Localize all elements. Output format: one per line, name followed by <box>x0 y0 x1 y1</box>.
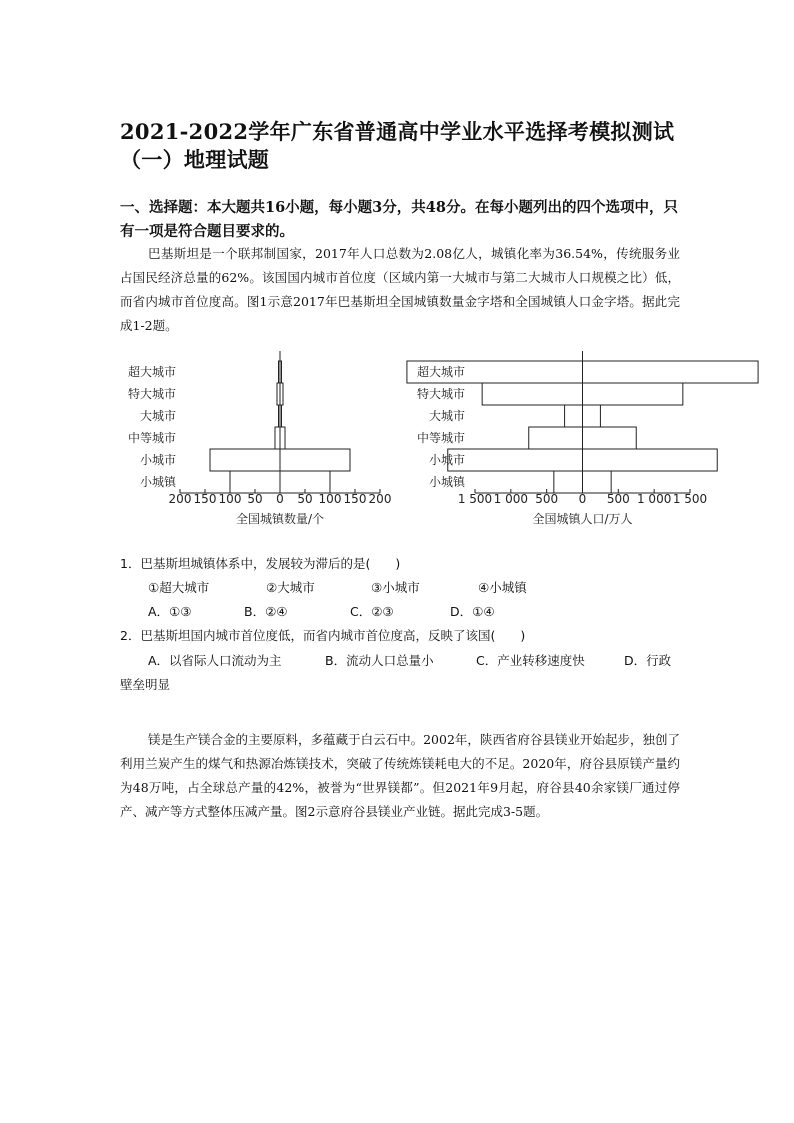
figure-1 <box>0 345 794 535</box>
q1-item-2: ②大城市 <box>266 580 315 595</box>
q1-item-4: ④小城镇 <box>478 580 527 595</box>
q1-option-c[interactable]: C．②③ <box>350 604 394 619</box>
x-tick-label: 200 <box>168 492 192 506</box>
x-tick-label: 500 <box>606 492 630 506</box>
x-tick-label: 0 <box>276 492 284 506</box>
city-count-pyramid <box>128 351 391 526</box>
x-tick-label: 50 <box>247 492 263 506</box>
x-axis-title: 全国城镇人口/万人 <box>532 512 633 526</box>
q1-item-1: ①超大城市 <box>148 580 210 595</box>
x-tick-label: 100 <box>318 492 342 506</box>
q2-option-d[interactable]: D．行政 <box>624 653 672 668</box>
q1-item-3: ③小城市 <box>371 580 420 595</box>
category-label: 特大城市 <box>127 387 176 401</box>
question-2-stem: 2．巴基斯坦国内城市首位度低，而省内城市首位度高，反映了该国( ) <box>120 628 526 643</box>
x-tick-label: 1 500 <box>672 492 708 506</box>
category-label: 中等城市 <box>416 431 465 445</box>
x-tick-label: 1 500 <box>457 492 493 506</box>
category-label: 小城市 <box>139 453 176 467</box>
x-tick-label: 50 <box>297 492 313 506</box>
city-population-pyramid <box>407 351 758 526</box>
q1-option-a[interactable]: A．①③ <box>148 604 192 619</box>
category-label: 大城市 <box>428 409 465 423</box>
x-tick-label: 1 000 <box>493 492 529 506</box>
category-label: 小城市 <box>428 453 465 467</box>
q2-option-c[interactable]: C．产业转移速度快 <box>476 653 585 668</box>
x-tick-label: 500 <box>535 492 559 506</box>
page-title: 2021-2022学年广东省普通高中学业水平选择考模拟测试（一）地理试题 <box>120 119 675 172</box>
x-axis-title: 全国城镇数量/个 <box>235 512 325 526</box>
x-tick-label: 1 000 <box>636 492 672 506</box>
category-label: 小城镇 <box>139 475 176 489</box>
category-label: 小城镇 <box>428 475 465 489</box>
category-label: 超大城市 <box>416 365 465 379</box>
section-heading: 一、选择题：本大题共16小题，每小题3分，共48分。在每小题列出的四个选项中，只有一项是符合题目要求的。 <box>120 199 678 240</box>
q2-option-d-continued: 壁垒明显 <box>120 677 171 692</box>
category-label: 超大城市 <box>127 365 176 379</box>
category-label: 特大城市 <box>416 387 465 401</box>
category-label: 中等城市 <box>127 431 176 445</box>
x-tick-label: 150 <box>343 492 367 506</box>
x-tick-label: 100 <box>218 492 242 506</box>
q2-option-b[interactable]: B．流动人口总量小 <box>325 653 434 668</box>
passage-1: 巴基斯坦是一个联邦制国家，2017年人口总数为2.08亿人，城镇化率为36.54%，传统服务业占国民经济总量的62%。该国国内城市首位度（区域内第一大城市与第二大城市人口规模之比）低，而省内城市首位度高。图1示意2017年巴基斯坦全国城镇数量金字塔和全国城镇人口金字塔。据此完成1-2题。 <box>120 246 680 333</box>
q1-option-d[interactable]: D．①④ <box>450 604 495 619</box>
passage-2: 镁是生产镁合金的主要原料，多蕴藏于白云石中。2002年，陕西省府谷县镁业开始起步，独创了利用兰炭产生的煤气和热源冶炼镁技术，突破了传统炼镁耗电大的不足。2020年，府谷县原镁产量约为48万吨，占全球总产量的42%，被誉为“世界镁都”。但2021年9月起，府谷县40余家镁厂通过停产、减产等方式整体压减产量。图2示意府谷县镁业产业链。据此完成3-5题。 <box>120 732 680 819</box>
question-1-stem: 1．巴基斯坦城镇体系中，发展较为滞后的是( ) <box>120 556 401 571</box>
category-label: 大城市 <box>139 409 176 423</box>
x-tick-label: 150 <box>193 492 217 506</box>
x-tick-label: 200 <box>368 492 392 506</box>
q2-option-a[interactable]: A．以省际人口流动为主 <box>148 653 282 668</box>
x-tick-label: 0 <box>578 492 587 506</box>
q1-option-b[interactable]: B．②④ <box>244 604 288 619</box>
